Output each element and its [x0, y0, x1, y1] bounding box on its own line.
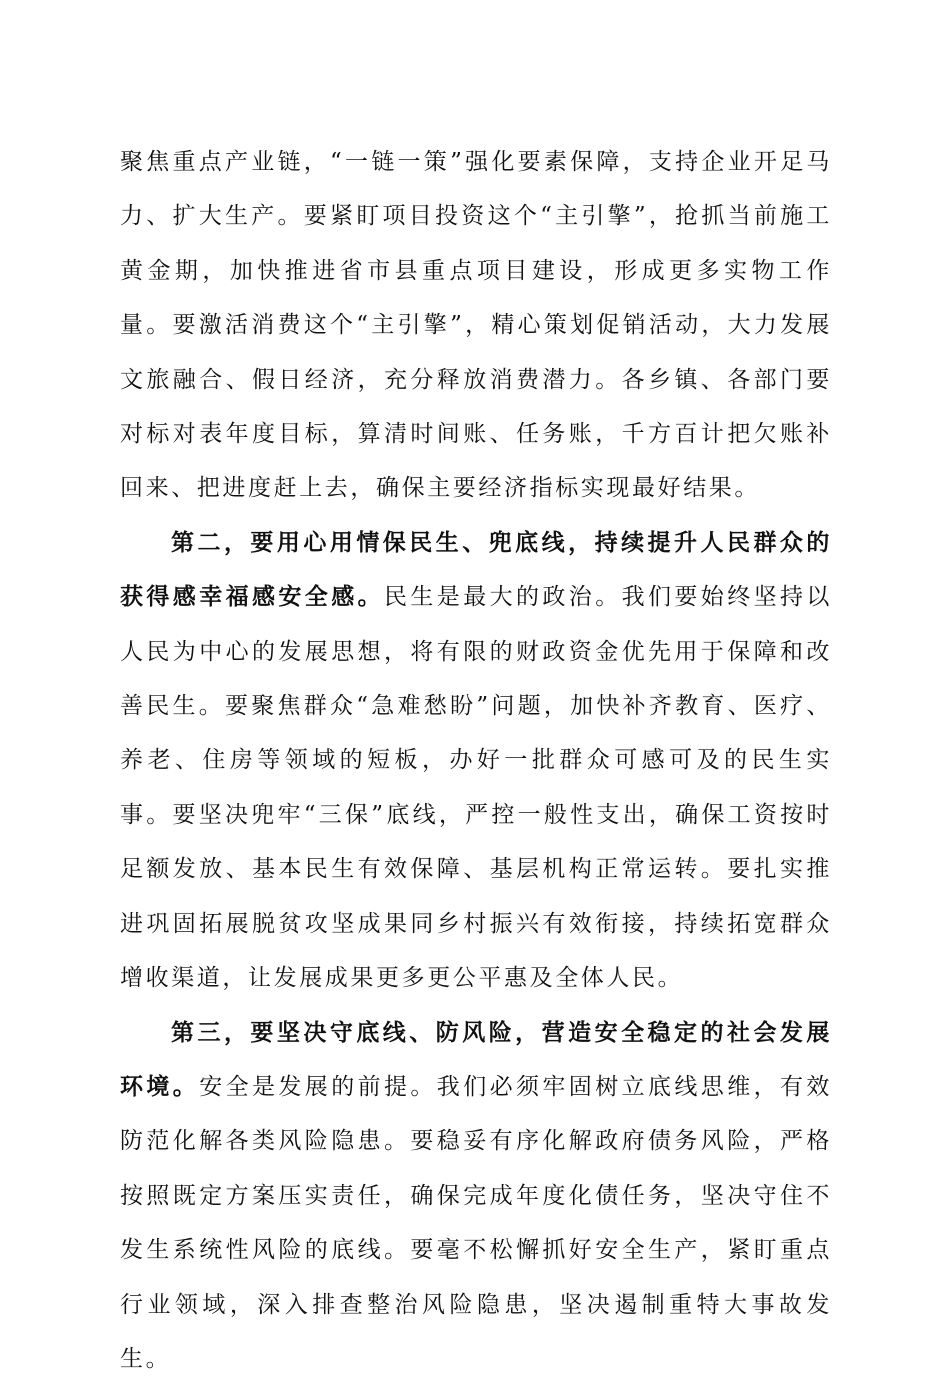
paragraph-security-text: 安全是发展的前提。我们必须牢固树立底线思维，有效防范化解各类风险隐患。要稳妥有序化解政府债务风险，严格按照既定方案压实责任，确保完成年度化债任务，坚决守住不发生系统性风险的底线。要毫不松懈抓好安全生产，紧盯重点行业领域，深入排查整治风险隐患，坚决遏制重特大事故发生。	[120, 1074, 832, 1372]
paragraph-security	[120, 1006, 832, 1386]
paragraph-economy-text: 聚焦重点产业链，“一链一策”强化要素保障，支持企业开足马力、扩大生产。要紧盯项目投资这个“主引擎”，抢抓当前施工黄金期，加快推进省市县重点项目建设，形成更多实物工作量。要激活消费这个“主引擎”，精心策划促销活动，大力发展文旅融合、假日经济，充分释放消费潜力。各乡镇、各部门要对标对表年度目标，算清时间账、任务账，千方百计把欠账补回来、把进度赶上去，确保主要经济指标实现最好结果。	[120, 149, 832, 501]
paragraph-livelihood-text: 民生是最大的政治。我们要始终坚持以人民为中心的发展思想，将有限的财政资金优先用于保障和改善民生。要聚焦群众“急难愁盼”问题，加快补齐教育、医疗、养老、住房等领域的短板，办好一批群众可感可及的民生实事。要坚决兜牢“三保”底线，严控一般性支出，确保工资按时足额发放、基本民生有效保障、基层机构正常运转。要扎实推进巩固拓展脱贫攻坚成果同乡村振兴有效衔接，持续拓宽群众增收渠道，让发展成果更多更公平惠及全体人民。	[120, 584, 832, 991]
paragraph-livelihood	[120, 516, 832, 1006]
paragraph-economy	[120, 135, 832, 516]
paragraph-livelihood-heading: 第二，要用心用情保民生、兜底线，持续提升人民群众的获得感幸福感安全感。	[120, 529, 832, 610]
paragraph-security-heading: 第三，要坚决守底线、防风险，营造安全稳定的社会发展环境。	[120, 1019, 832, 1100]
document-body	[120, 135, 832, 1386]
